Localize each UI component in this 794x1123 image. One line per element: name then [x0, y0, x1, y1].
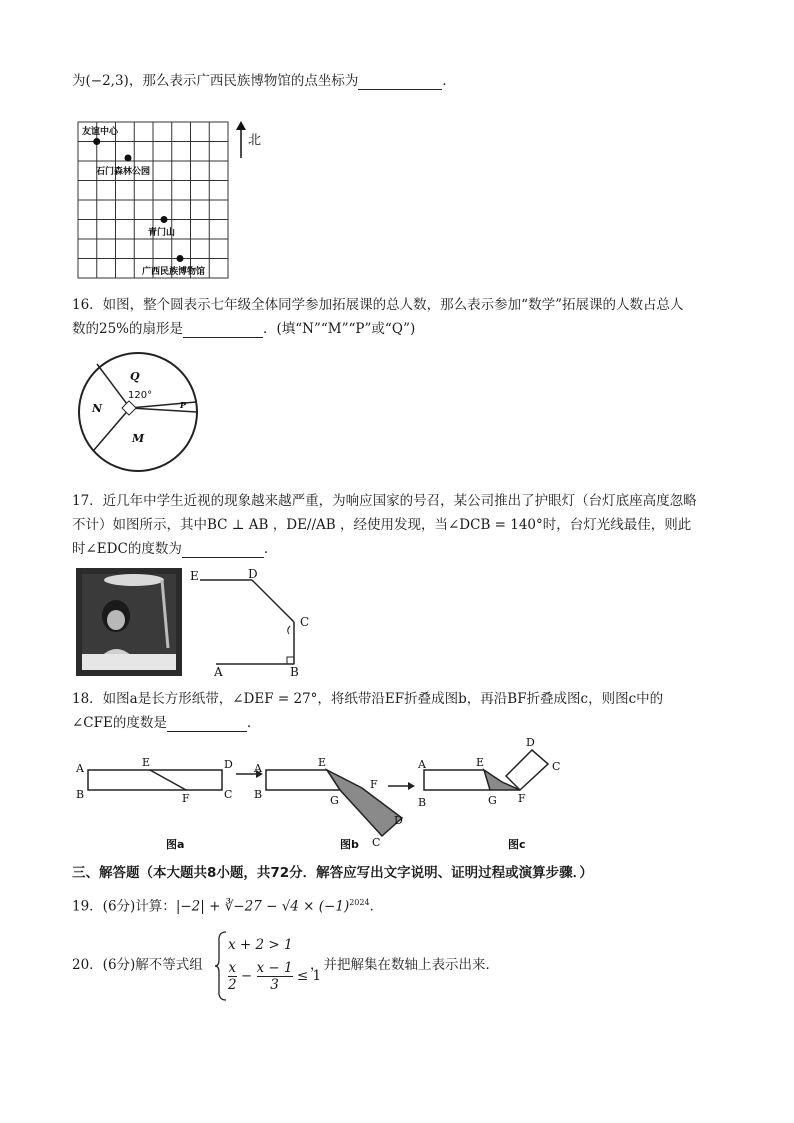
q19-expression: |−2| + ∛−27 − √4 × (−1) — [175, 898, 350, 915]
fig-c-label-a: A — [418, 758, 426, 771]
fig-b-label-b: B — [254, 788, 263, 801]
pie-angle-label: 120° — [128, 390, 153, 401]
north-label: 北 — [248, 133, 262, 148]
pie-label-q: Q — [130, 370, 140, 383]
q16-line2a: 数的25%的扇形是 — [72, 321, 184, 337]
q20-suffix: ，并把解集在数轴上表示出来． — [310, 957, 499, 973]
fig-a-label-e: E — [142, 756, 151, 769]
map-label-2: 青门山 — [148, 228, 176, 238]
q17-line3b: ． — [263, 541, 278, 557]
q17-answer-blank[interactable] — [182, 543, 264, 558]
q20-minus: − — [240, 968, 253, 984]
q18-line1: 18．如图a是长方形纸带，∠DEF = 27°，将纸带沿EF折叠成图b，再沿BF折叠成图c，则图c中的 — [72, 691, 664, 707]
fig-a-label-b: B — [76, 788, 85, 801]
fig-c-label-d: D — [526, 736, 535, 749]
fig-a-label-d: D — [224, 758, 233, 771]
pie-label-m: M — [132, 432, 145, 445]
fig-b-label-e: E — [318, 756, 327, 769]
q15-answer-blank[interactable] — [358, 75, 442, 90]
fig-c-label-g: G — [488, 794, 497, 807]
fig-c-label-b: B — [418, 796, 427, 809]
q18-line2 — [72, 714, 260, 732]
q20-brace — [214, 930, 228, 1002]
q19-end: ． — [369, 898, 384, 915]
q18-line2b: ． — [246, 715, 261, 731]
q19-exponent: 2024 — [349, 898, 370, 907]
frac1-num: x — [228, 960, 237, 976]
q16-line1: 16．如图，整个圆表示七年级全体同学参加拓展课的总人数，那么表示参加“数学”拓展课的人数占总人 — [72, 297, 684, 313]
fig-a-label-c: C — [224, 788, 233, 801]
q18-line2a: ∠CFE的度数是 — [72, 715, 167, 731]
fig-b-label-c: C — [372, 836, 381, 849]
q16-answer-blank[interactable] — [183, 323, 263, 338]
map-label-1: 石门森林公园 — [96, 167, 151, 177]
fig-b-label-f: F — [370, 778, 378, 791]
q20-fraction-1 — [228, 960, 237, 993]
frac1-den: 2 — [228, 977, 237, 993]
q17-point-c: C — [300, 615, 310, 629]
q17-line2: 不计）如图所示，其中BC ⊥ AB ，DE//AB ，经使用发现，当∠DCB = 140°时，台灯光线最佳，则此 — [72, 517, 692, 533]
q17-line3 — [72, 540, 277, 558]
q15-map-figure — [76, 118, 276, 282]
frac2-den: 3 — [270, 977, 279, 993]
q17-point-b: B — [290, 665, 299, 678]
fig-b-label-d: D — [394, 814, 403, 827]
pie-label-p: P — [180, 400, 187, 410]
fig-c-label-f: F — [518, 792, 526, 805]
q20-fraction-2 — [257, 960, 293, 993]
q16-line2b: ．(填“N”“M”“P”或“Q”) — [263, 321, 416, 337]
q15-line: 为(−2,3)，那么表示广西民族博物馆的点坐标为 — [72, 73, 359, 89]
q17-line3a: 时∠EDC的度数为 — [72, 541, 182, 557]
q20-prefix: 20．(6分)解不等式组 — [72, 957, 203, 973]
q15-text — [72, 72, 456, 90]
q17-line1: 17．近几年中学生近视的现象越来越严重，为响应国家的号召，某公司推出了护眼灯（台灯底座高度忽略 — [72, 493, 697, 509]
map-label-3: 广西民族博物馆 — [142, 267, 206, 277]
q17-lamp-photo — [76, 568, 182, 676]
q16-pie-figure — [74, 348, 204, 480]
q20-inequality-2 — [228, 960, 321, 993]
caption-fig-a: 图a — [166, 838, 185, 851]
fig-a-label-f: F — [182, 792, 190, 805]
q20-inequality-1: x + 2 > 1 — [228, 937, 293, 953]
fig-c-label-e: E — [476, 756, 485, 769]
q17-point-d: D — [248, 567, 258, 581]
q20-le: ≤ 1 — [296, 968, 322, 984]
q18-answer-blank[interactable] — [167, 717, 247, 732]
caption-fig-c: 图c — [508, 838, 526, 851]
map-label-0: 友谊中心 — [82, 127, 119, 137]
q19-line — [72, 894, 383, 916]
fig-a-label-a: A — [76, 762, 84, 775]
q15-end: ． — [442, 73, 456, 89]
frac2-num: x − 1 — [256, 960, 293, 976]
caption-fig-b: 图b — [340, 838, 359, 851]
q17-point-a: A — [214, 665, 223, 678]
section3-title: 三、解答题（本大题共8小题，共72分．解答应写出文字说明、证明过程或演算步骤．） — [72, 865, 593, 881]
q18-fold-figures — [72, 736, 592, 854]
fig-c-label-c: C — [552, 760, 561, 773]
q17-point-e: E — [190, 569, 199, 583]
q19-prefix: 19．(6分)计算： — [72, 898, 176, 915]
pie-label-n: N — [92, 402, 103, 415]
fig-b-label-a: A — [254, 762, 262, 775]
fig-b-label-g: G — [330, 794, 339, 807]
q17-geometry-figure — [186, 566, 326, 678]
q16-line2 — [72, 320, 415, 338]
